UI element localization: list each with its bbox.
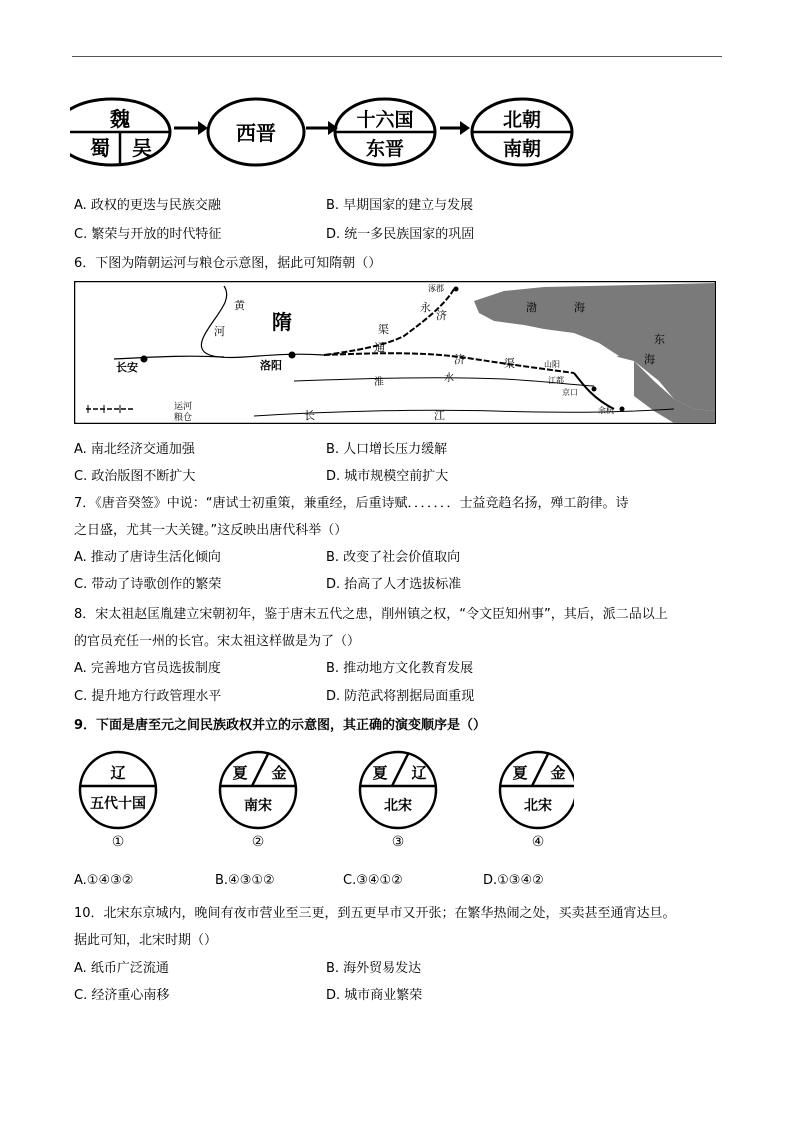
huang-label: 黄 (234, 299, 245, 312)
qu-label: 渠 (378, 323, 389, 336)
q8-option-c[interactable]: C. 提升地方行政管理水平 (74, 689, 222, 704)
q10-option-a[interactable]: A. 纸币广泛流通 (74, 961, 169, 976)
regime-circle-3 (360, 752, 436, 850)
circle-north-south (472, 99, 572, 165)
q8-option-b[interactable]: B. 推动地方文化教育发展 (326, 661, 474, 676)
shanyang-label: 山阳 (544, 360, 560, 369)
legend-granary: 粮仓 (174, 413, 193, 423)
q10-stem-line1: 10．北宋东京城内，晚间有夜市营业至三更，到五更早市又开张；在繁华热闹之处，买卖甚至通宵达旦。 (74, 906, 676, 921)
zhuo-label: 涿郡 (428, 284, 444, 293)
arrow-2 (306, 121, 338, 135)
regime-circle-1 (80, 752, 156, 850)
c3-right: 辽 (411, 764, 427, 782)
c2-num: ② (251, 834, 265, 850)
q5-option-a[interactable]: A. 政权的更迭与民族交融 (74, 198, 221, 213)
circle-three-kingdoms (70, 99, 170, 165)
q7-option-b[interactable]: B. 改变了社会价值取向 (326, 550, 461, 565)
c4-left: 夏 (512, 764, 528, 782)
q9-option-b[interactable]: B.④③①② (215, 873, 275, 888)
arrow-3 (440, 121, 470, 135)
c2-bottom: 南宋 (244, 798, 272, 814)
hai2-label: 海 (644, 353, 655, 366)
q6-stem: 6．下图为隋朝运河与粮仓示意图，据此可知隋朝（） (74, 256, 382, 271)
nanchao-label: 南朝 (502, 138, 542, 160)
beichao-label: 北朝 (502, 109, 542, 131)
q10-option-b[interactable]: B. 海外贸易发达 (326, 961, 422, 976)
q7-option-d[interactable]: D. 抬高了人才选拔标准 (326, 577, 462, 592)
tong-label: 通 (374, 341, 385, 354)
legend-canal: 运河 (174, 402, 193, 412)
c3-left: 夏 (372, 764, 388, 782)
sui-label: 隋 (272, 310, 292, 334)
q5-option-b[interactable]: B. 早期国家的建立与发展 (326, 198, 474, 213)
zhuo-dot (454, 287, 459, 292)
header-rule (72, 56, 722, 57)
q9-option-d[interactable]: D.①③④② (483, 873, 544, 888)
jiangdu-label: 江都 (548, 376, 564, 385)
c2-right: 金 (271, 764, 287, 782)
yongji-label: 永 (420, 301, 431, 314)
wei-label: 魏 (110, 107, 130, 131)
dong-label: 东 (654, 333, 665, 346)
q5-option-c[interactable]: C. 繁荣与开放的时代特征 (74, 227, 222, 242)
c3-bottom: 北宋 (384, 798, 412, 814)
c4-right: 金 (550, 764, 566, 782)
circle-western-jin (208, 99, 304, 165)
q8-stem-line1: 8．宋太祖赵匡胤建立宋朝初年，鉴于唐末五代之患，削州镇之权，“令文臣知州事”，其后，派二品以上 (74, 607, 668, 622)
q10-option-d[interactable]: D. 城市商业繁荣 (326, 988, 423, 1003)
c1-top: 辽 (110, 764, 126, 782)
jiang-label: 江 (434, 409, 445, 422)
arrow-1 (174, 121, 208, 135)
q9-option-c[interactable]: C.③④①② (343, 873, 403, 888)
q5-option-d[interactable]: D. 统一多民族国家的巩固 (326, 227, 475, 242)
xijin-label: 西晋 (236, 121, 276, 145)
q8-stem-line2: 的官员充任一州的长官。宋太祖这样做是为了（） (74, 634, 361, 649)
huai-label: 淮 (374, 377, 384, 388)
yuhang-label: 余杭 (598, 406, 614, 415)
qu2-label: 渠 (504, 357, 515, 370)
wu-label: 吴 (132, 136, 152, 160)
he-label: 河 (214, 325, 225, 338)
q7-stem-line1: 7．《唐音癸签》中说：“唐试士初重策，兼重经，后重诗赋．．．．．．．士益竞趋名扬，殚工韵律。诗 (74, 496, 629, 511)
q6-option-d[interactable]: D. 城市规模空前扩大 (326, 469, 449, 484)
c4-bottom: 北宋 (524, 798, 552, 814)
q9-stem: 9．下面是唐至元之间民族政权并立的示意图，其正确的演变顺序是（） (74, 718, 487, 733)
luoyang-label: 洛阳 (260, 359, 282, 372)
q7-stem-line2: 之日盛，尤其一大关键。”这反映出唐代科举（） (74, 523, 348, 538)
c4-num: ④ (531, 834, 545, 850)
q7-option-a[interactable]: A. 推动了唐诗生活化倾向 (74, 550, 221, 565)
hai1-label: 海 (574, 301, 585, 314)
chang-label: 长 (304, 409, 315, 422)
shui-label: 水 (444, 373, 454, 384)
dongjin-label: 东晋 (365, 138, 405, 160)
q9-option-a[interactable]: A.①④③② (74, 873, 134, 888)
c1-num: ① (111, 834, 125, 850)
q10-stem-line2: 据此可知，北宋时期（） (74, 933, 218, 948)
sixteen-kingdoms-label: 十六国 (356, 109, 414, 131)
circle-sixteen-kingdoms (335, 99, 435, 165)
sui-canal-map (74, 281, 716, 424)
jingkou-label: 京口 (562, 388, 578, 397)
q6-option-a[interactable]: A. 南北经济交通加强 (74, 442, 195, 457)
regime-circle-2 (220, 752, 296, 850)
c1-bottom: 五代十国 (90, 796, 146, 812)
changan-dot (141, 356, 148, 363)
shu-label: 蜀 (90, 136, 110, 160)
ji-label: 济 (436, 309, 447, 322)
q9-regime-diagram (74, 748, 574, 853)
q6-option-b[interactable]: B. 人口增长压力缓解 (326, 442, 448, 457)
q10-option-c[interactable]: C. 经济重心南移 (74, 988, 170, 1003)
q8-option-d[interactable]: D. 防范武将割据局面重现 (326, 689, 475, 704)
q8-option-a[interactable]: A. 完善地方官员选拔制度 (74, 661, 221, 676)
regime-circle-4 (500, 752, 574, 850)
q6-option-c[interactable]: C. 政治版图不断扩大 (74, 469, 196, 484)
luoyang-dot (289, 352, 296, 359)
jiangdu-dot (592, 387, 597, 392)
q7-option-c[interactable]: C. 带动了诗歌创作的繁荣 (74, 577, 222, 592)
ji2-label: 济 (454, 353, 465, 366)
dynasty-flow-diagram (70, 95, 580, 170)
c3-num: ③ (391, 834, 405, 850)
bohai-label: 渤 (526, 301, 537, 314)
yuhang-dot (620, 407, 625, 412)
c2-left: 夏 (232, 764, 248, 782)
changan-label: 长安 (116, 361, 138, 374)
